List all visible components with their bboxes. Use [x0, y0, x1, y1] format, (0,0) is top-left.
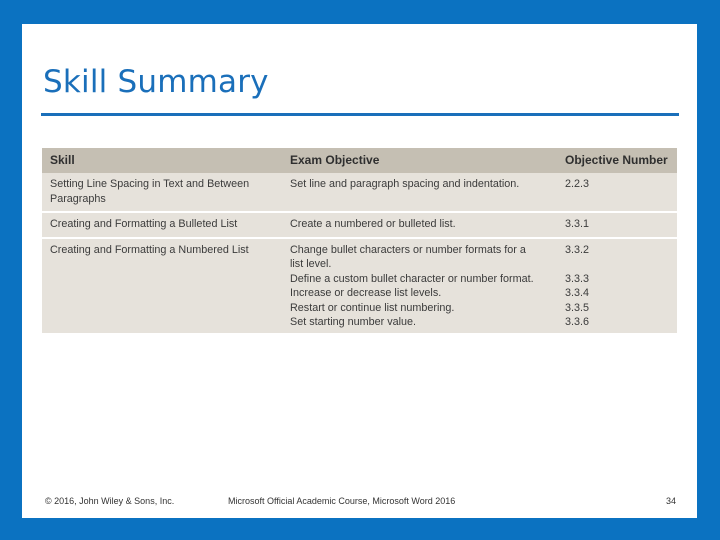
objective-text: Set starting number value.	[290, 316, 417, 328]
objective-text: list level.	[290, 258, 332, 270]
skill-summary-table	[42, 148, 677, 333]
table-row	[42, 238, 677, 335]
header-objective-number: Objective Number	[557, 148, 677, 173]
objective-number: 3.3.3	[565, 272, 590, 285]
footer-page-number: 34	[665, 496, 676, 506]
skill-cell	[42, 212, 282, 238]
objective-number: 2.2.3	[565, 178, 590, 190]
objective-cell	[282, 212, 557, 238]
objective-number: 3.3.5	[565, 301, 590, 314]
footer-course: Microsoft Official Academic Course, Microsoft Word 2016	[228, 496, 456, 506]
objective-text: Restart or continue list numbering.	[290, 301, 455, 314]
objective-text: Create a numbered or bulleted list.	[290, 218, 456, 230]
table-row	[42, 212, 677, 238]
header-exam-objective: Exam Objective	[282, 148, 557, 173]
objective-text: Increase or decrease list levels.	[290, 287, 442, 299]
title-divider	[41, 113, 679, 116]
skill-text: Creating and Formatting a Bulleted List	[50, 218, 238, 230]
slide-title: Skill Summary	[43, 64, 269, 100]
objective-number: 3.3.1	[565, 218, 590, 230]
skill-cell	[42, 173, 282, 212]
number-cell	[557, 238, 677, 335]
objective-number: 3.3.2	[565, 243, 590, 256]
objective-text: Set line and paragraph spacing and indentation.	[290, 178, 520, 190]
objective-number: 3.3.4	[565, 287, 590, 299]
table-header-row	[42, 148, 677, 173]
skill-text: Creating and Formatting a Numbered List	[50, 243, 249, 256]
table-row	[42, 173, 677, 212]
slide	[22, 24, 697, 518]
objective-cell	[282, 238, 557, 335]
number-cell	[557, 212, 677, 238]
header-skill: Skill	[42, 148, 282, 173]
skill-text: Setting Line Spacing in Text and Between	[50, 178, 250, 190]
objective-cell	[282, 173, 557, 212]
skill-text: Paragraphs	[50, 192, 106, 205]
number-spacer	[565, 257, 673, 272]
objective-text: Change bullet characters or number formats for a	[290, 243, 526, 256]
objective-number: 3.3.6	[565, 316, 590, 328]
skill-cell	[42, 238, 282, 335]
objective-text: Define a custom bullet character or number format.	[290, 272, 534, 285]
footer-copyright: © 2016, John Wiley & Sons, Inc.	[45, 496, 175, 506]
number-cell	[557, 173, 677, 212]
